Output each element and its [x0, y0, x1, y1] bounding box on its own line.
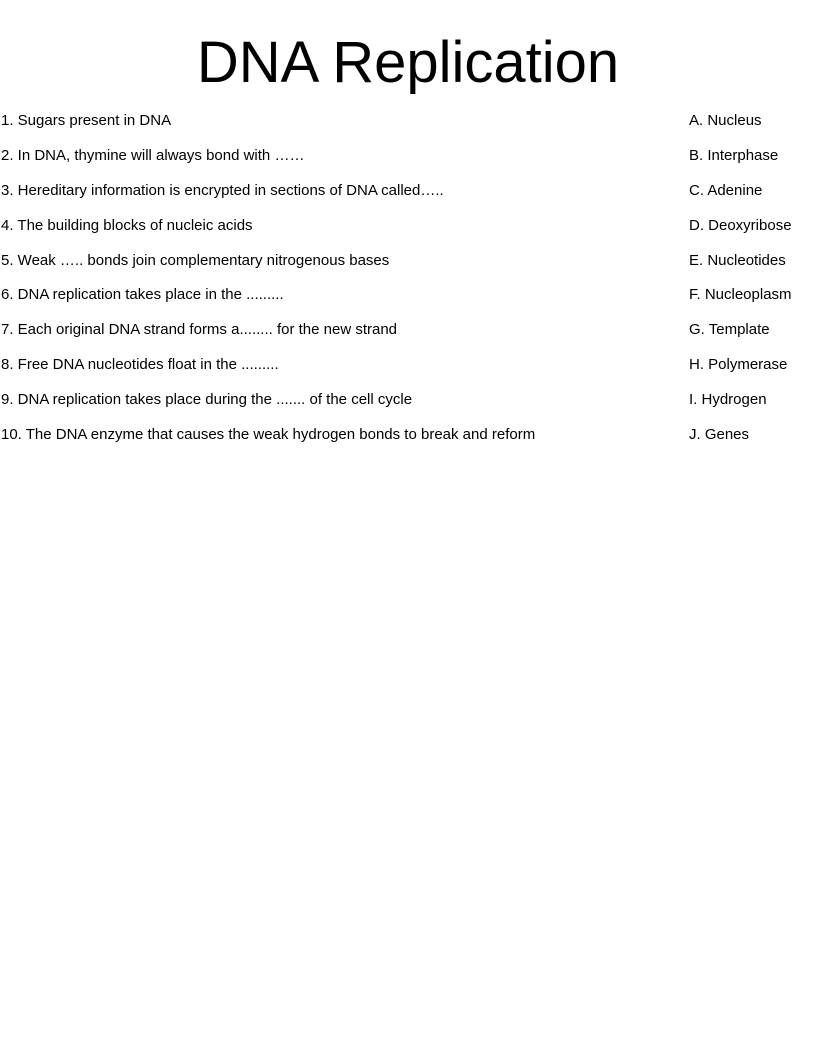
matching-row — [0, 217, 816, 252]
matching-row — [0, 182, 816, 217]
matching-row — [0, 252, 816, 287]
matching-row — [0, 286, 816, 321]
matching-row — [0, 321, 816, 356]
question-9: 9. DNA replication takes place during the ....... of the cell cycle — [1, 391, 413, 409]
answer-f: F. Nucleoplasm — [689, 286, 792, 304]
answer-d: D. Deoxyribose — [689, 216, 792, 234]
question-7: 7. Each original DNA strand forms a........ for the new strand — [1, 321, 398, 339]
question-3: 3. Hereditary information is encrypted in sections of DNA called….. — [1, 181, 444, 199]
question-4: 4. The building blocks of nucleic acids — [1, 216, 253, 234]
question-2: 2. In DNA, thymine will always bond with …… — [1, 146, 305, 164]
answer-j: J. Genes — [689, 426, 750, 444]
matching-row — [0, 426, 816, 461]
answer-i: I. Hydrogen — [689, 391, 767, 409]
question-5: 5. Weak ….. bonds join complementary nitrogenous bases — [1, 251, 390, 269]
answer-g: G. Template — [689, 321, 770, 339]
question-8: 8. Free DNA nucleotides float in the ......... — [1, 356, 279, 374]
question-1: 1. Sugars present in DNA — [1, 112, 172, 129]
matching-row — [0, 147, 816, 182]
matching-row — [0, 391, 816, 426]
matching-row — [0, 112, 816, 147]
answer-c: C. Adenine — [689, 181, 763, 199]
page-title: DNA Replication — [196, 30, 620, 95]
answer-e: E. Nucleotides — [689, 251, 786, 269]
question-6: 6. DNA replication takes place in the ......... — [1, 286, 284, 304]
answer-a: A. Nucleus — [689, 112, 762, 129]
matching-list — [0, 112, 816, 461]
answer-b: B. Interphase — [689, 146, 779, 164]
answer-h: H. Polymerase — [689, 356, 788, 374]
matching-row — [0, 356, 816, 391]
question-10: 10. The DNA enzyme that causes the weak hydrogen bonds to break and reform — [1, 426, 536, 444]
